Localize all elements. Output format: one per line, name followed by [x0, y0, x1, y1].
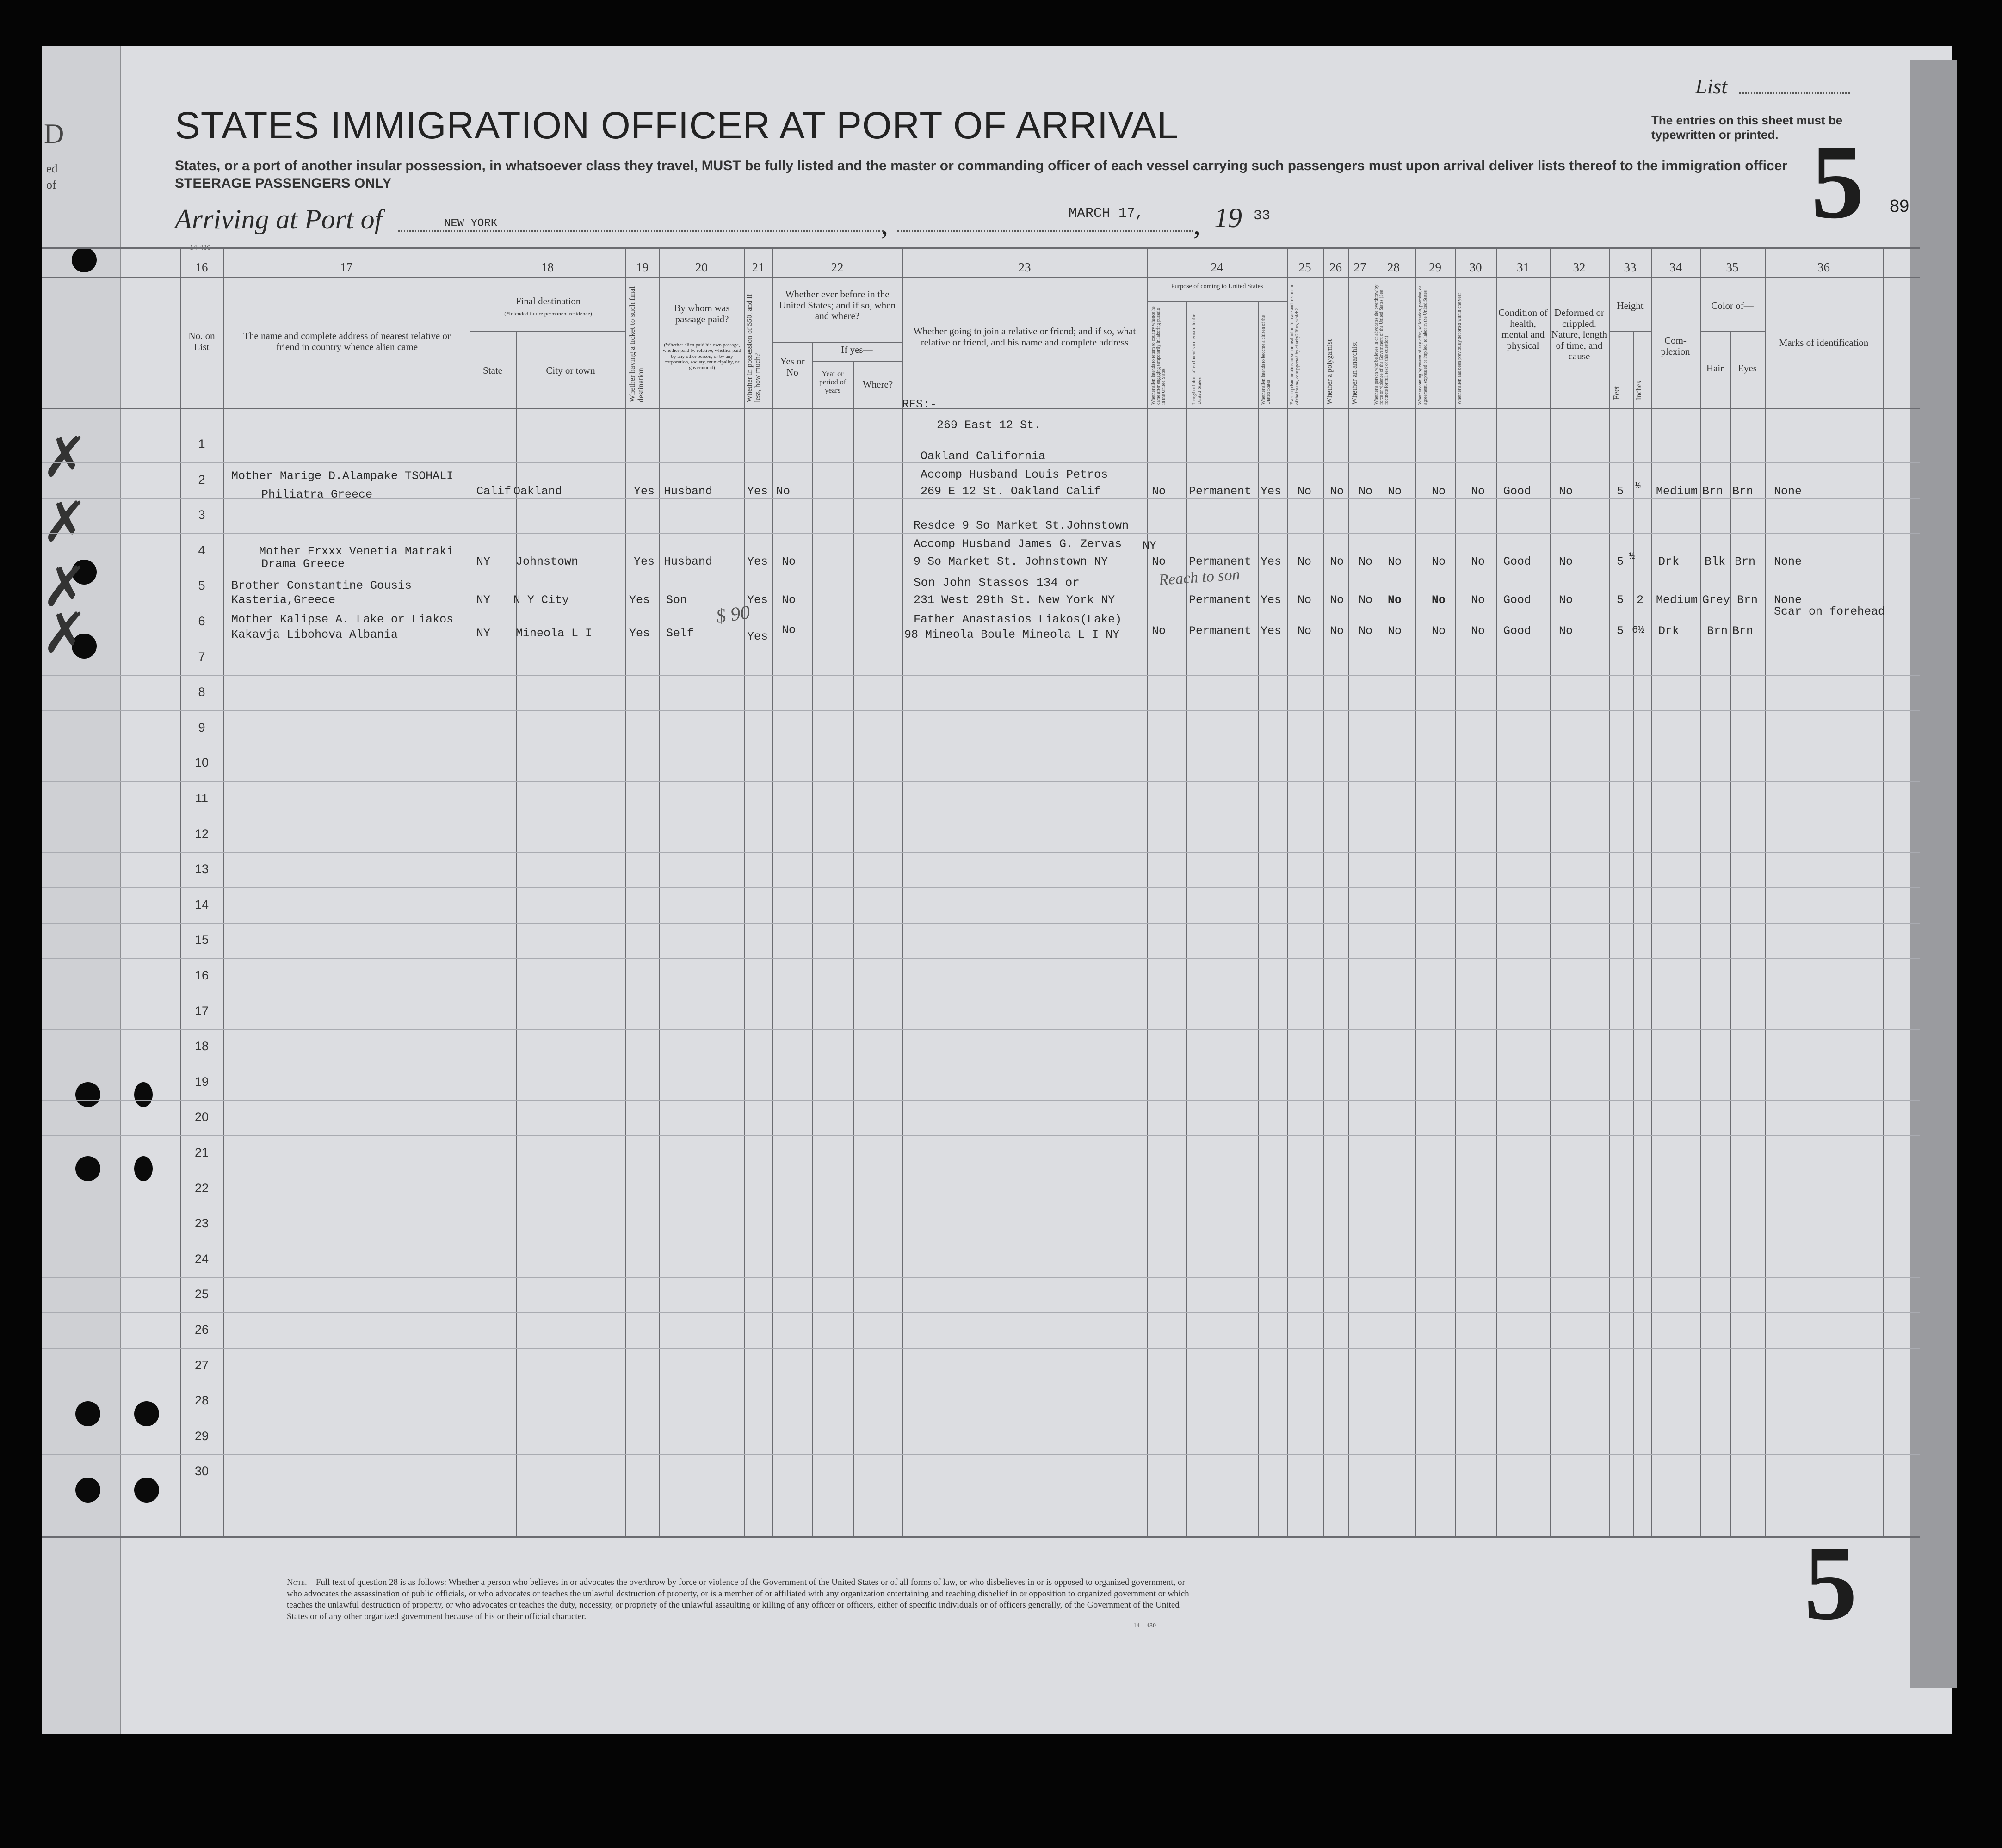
- cell-hair: Grey: [1702, 593, 1730, 607]
- left-fragment-text: of: [46, 178, 56, 191]
- col-sep: [1415, 247, 1416, 1536]
- cell-deported: No: [1471, 555, 1485, 568]
- punch-hole: [134, 1401, 159, 1426]
- cell-hair: Blk: [1705, 555, 1726, 568]
- row-number: 7: [198, 650, 205, 664]
- header-labor-offer: Whether coming by reason of any offer, solicitation, promise, or agreement, expressed or implied, to labor in the United States: [1418, 285, 1428, 405]
- sub-header-rule: [470, 331, 625, 332]
- col-sep: [1883, 247, 1884, 1536]
- cell-residence: Resdce 9 So Market St.Johnstown: [914, 519, 1129, 532]
- cell-anarchist: No: [1359, 593, 1373, 607]
- column-number: 27: [1353, 260, 1366, 274]
- cell-ticket: Yes: [629, 627, 650, 640]
- cell-joining: 231 West 29th St. New York NY: [914, 593, 1115, 607]
- row-rule: [42, 958, 1920, 959]
- header-overthrow: Whether a person who believes in or advocates the overthrow by force or violence of the Government of the United States (See footnote for full text of this question): [1374, 284, 1389, 405]
- cell-ticket: Yes: [629, 593, 650, 607]
- cell-deported: No: [1471, 624, 1485, 638]
- form-number: 14-430: [190, 244, 211, 252]
- header-feet: Feet: [1612, 386, 1621, 400]
- footer-form-number: 14—430: [1133, 1622, 1156, 1629]
- cell-deformed: No: [1559, 555, 1573, 568]
- sub-col-sep: [1730, 331, 1731, 1536]
- row-number: 9: [198, 721, 205, 734]
- sub-col-sep: [1258, 301, 1259, 1536]
- header-yes-no: Yes or No: [780, 356, 805, 378]
- row-number: 23: [194, 1216, 209, 1230]
- cell-overthrow: No: [1388, 555, 1402, 568]
- column-number: 24: [1211, 260, 1223, 274]
- col-sep: [1348, 247, 1349, 1536]
- cell-state: Calif: [476, 485, 512, 498]
- table-top-rule: [42, 247, 1920, 249]
- row-number: 14: [194, 898, 209, 912]
- check-mark-icon: ✗: [42, 555, 88, 619]
- header-height: Height: [1617, 300, 1644, 311]
- row-number: 6: [198, 614, 205, 628]
- cell-money: Yes: [747, 555, 768, 568]
- cell-marks: None: [1774, 485, 1802, 498]
- list-label: List: [1695, 74, 1728, 98]
- left-fragment-letter: D: [44, 118, 64, 149]
- cell-hair: Brn: [1702, 485, 1724, 498]
- row-number: 28: [194, 1393, 209, 1407]
- header-joining: Whether going to join a relative or friend; and if so, what relative or friend, and his name and complete address: [913, 326, 1136, 348]
- cell-citizen: Yes: [1261, 485, 1282, 498]
- sub-header-rule: [812, 361, 902, 362]
- sub-col-sep: [1186, 301, 1187, 1536]
- law-line: States, or a port of another insular possession, in whatsoever class they travel, MUST be fully listed and the master or commanding officer of each vessel carrying such passengers must upon arrival deliver lists thereof to the immigration officer: [175, 158, 1787, 173]
- row-number: 30: [194, 1464, 209, 1478]
- header-polygamist: Whether a polygamist: [1326, 339, 1334, 405]
- cell-relative: Philiatra Greece: [261, 488, 373, 501]
- punch-hole: [134, 1082, 153, 1107]
- cell-money: Yes: [747, 485, 768, 498]
- cell-state: NY: [476, 627, 491, 640]
- col-sep: [1651, 247, 1652, 1536]
- punch-hole: [75, 1156, 100, 1181]
- cell-labor-offer: No: [1432, 624, 1446, 638]
- cell-hair: Brn: [1707, 624, 1728, 638]
- sub-header-rule: [1147, 301, 1287, 302]
- cell-labor-offer: No: [1432, 485, 1446, 498]
- port-line: [398, 230, 884, 232]
- header-anarchist: Whether an anarchist: [1351, 342, 1359, 405]
- cell-overthrow: No: [1388, 485, 1402, 498]
- sub-col-sep: [516, 331, 517, 1536]
- cell-anarchist: No: [1359, 555, 1373, 568]
- cell-paid-by: Husband: [664, 555, 713, 568]
- cell-joining: Son John Stassos 134 or: [914, 576, 1080, 590]
- row-rule: [42, 1454, 1920, 1455]
- col-sep: [625, 247, 626, 1536]
- manifest-sheet: [42, 46, 1952, 1734]
- corner-number: 89: [1890, 197, 1909, 216]
- cell-return: No: [1152, 485, 1166, 498]
- check-mark-icon: ✗: [42, 425, 88, 490]
- cell-relative: Brother Constantine Gousis: [231, 579, 412, 592]
- cell-res-city: Oakland California: [921, 450, 1046, 463]
- col-sep: [772, 247, 773, 1536]
- row-rule: [42, 923, 1920, 924]
- cell-prison: No: [1298, 624, 1312, 638]
- cell-labor-offer: No: [1432, 593, 1446, 607]
- row-rule: [42, 1029, 1920, 1030]
- cell-marks: Scar on forehead: [1774, 605, 1885, 618]
- row-rule: [42, 675, 1920, 676]
- sub-header-rule: [1700, 331, 1765, 332]
- row-rule: [42, 1312, 1920, 1313]
- list-line: [1739, 92, 1850, 94]
- row-number: 18: [194, 1039, 209, 1053]
- header-final-destination-note: (*Intended future permanent residence): [504, 310, 592, 317]
- left-fragment-text: ed: [46, 162, 58, 175]
- cell-before: No: [782, 593, 796, 607]
- sheet-edge: [1910, 60, 1957, 1688]
- row-number: 27: [194, 1358, 209, 1372]
- header-relative: The name and complete address of nearest relative or friend in country whence alien came: [243, 330, 451, 352]
- cell-city: Oakland: [513, 485, 562, 498]
- cell-health: Good: [1503, 485, 1532, 498]
- cell-length: Permanent: [1189, 624, 1252, 638]
- cell-joining: 98 Mineola Boule Mineola L I NY: [904, 628, 1120, 641]
- column-number: 23: [1018, 260, 1031, 274]
- cell-deformed: No: [1559, 593, 1573, 607]
- row-rule: [42, 1135, 1920, 1136]
- column-number: 33: [1624, 260, 1637, 274]
- cell-paid-by: Husband: [664, 485, 713, 498]
- row-number: 21: [194, 1146, 209, 1159]
- row-number: 16: [194, 968, 209, 982]
- cell-complexion: Drk: [1658, 624, 1680, 638]
- row-number: 3: [198, 508, 205, 522]
- cell-deported: No: [1471, 485, 1485, 498]
- column-number-rule: [42, 277, 1920, 278]
- column-number: 28: [1387, 260, 1400, 274]
- cell-relative: Kasteria,Greece: [231, 593, 336, 607]
- sub-col-sep: [812, 342, 813, 1536]
- column-number: 35: [1726, 260, 1739, 274]
- header-if-yes: If yes—: [841, 344, 873, 355]
- cell-joining: Father Anastasios Liakos(Lake): [914, 613, 1122, 626]
- column-number: 26: [1329, 260, 1342, 274]
- row-number: 17: [194, 1004, 209, 1018]
- cell-city: N Y City: [513, 593, 569, 607]
- handwritten-note: Reach to son: [1158, 566, 1241, 589]
- arriving-label: Arriving at Port of: [175, 204, 383, 234]
- col-sep: [180, 247, 181, 1536]
- header-money: Whether in possession of $50, and if less, how much?: [746, 294, 762, 402]
- row-number: 11: [195, 791, 209, 805]
- cell-eyes: Brn: [1737, 593, 1758, 607]
- cell-eyes: Brn: [1732, 485, 1754, 498]
- header-city: City or town: [546, 365, 595, 376]
- row-number: 13: [194, 862, 209, 876]
- punch-hole: [134, 1478, 159, 1503]
- cell-citizen: Yes: [1261, 555, 1282, 568]
- cell-before: No: [776, 485, 791, 498]
- cell-complexion: Medium: [1656, 485, 1698, 498]
- cell-feet: 5: [1617, 555, 1624, 568]
- header-return: Whether alien intends to return to country whence he came after engaging temporarily in laboring pursuits in the United States: [1151, 306, 1166, 405]
- header-health: Condition of health, mental and physical: [1498, 307, 1548, 351]
- header-deformed: Deformed or crippled. Nature, length of time, and cause: [1551, 307, 1607, 362]
- column-number: 29: [1429, 260, 1441, 274]
- col-sep: [1496, 247, 1497, 1536]
- column-number: 32: [1573, 260, 1586, 274]
- column-number: 22: [831, 260, 844, 274]
- col-sep: [1765, 247, 1766, 1536]
- col-sep: [1550, 247, 1551, 1536]
- cell-ticket: Yes: [634, 555, 655, 568]
- row-rule: [42, 1100, 1920, 1101]
- column-number: 16: [195, 260, 208, 274]
- cell-inches: ½: [1629, 551, 1635, 562]
- row-rule: [42, 852, 1920, 853]
- header-hair: Hair: [1706, 363, 1724, 374]
- cell-feet: 5: [1617, 624, 1624, 638]
- cell-paid-by: Son: [666, 593, 687, 607]
- cell-health: Good: [1503, 555, 1532, 568]
- cell-marks: None: [1774, 555, 1802, 568]
- row-number: 29: [194, 1429, 209, 1443]
- row-number: 19: [194, 1075, 209, 1089]
- sub-header-rule: [1609, 331, 1651, 332]
- row-number: 26: [194, 1323, 209, 1337]
- column-number: 36: [1817, 260, 1830, 274]
- cell-paid-by: Self: [666, 627, 694, 640]
- punch-hole: [75, 1401, 100, 1426]
- column-number: 25: [1298, 260, 1311, 274]
- cell-polygamist: No: [1330, 555, 1344, 568]
- col-sep: [1455, 247, 1456, 1536]
- cell-overthrow: No: [1388, 624, 1402, 638]
- cell-state: NY: [476, 555, 491, 568]
- punch-hole: [72, 247, 97, 272]
- cell-polygamist: No: [1330, 485, 1344, 498]
- header-no-on-list: No. on List: [188, 330, 215, 352]
- row-number: 4: [198, 543, 205, 557]
- header-purpose: Purpose of coming to United States: [1171, 283, 1263, 290]
- cell-res-address: 269 East 12 St.: [937, 419, 1041, 432]
- cell-eyes: Brn: [1735, 555, 1756, 568]
- date-value: MARCH 17,: [1069, 206, 1144, 222]
- cell-complexion: Drk: [1658, 555, 1680, 568]
- column-number: 17: [340, 260, 352, 274]
- cell-relative: Mother Erxxx Venetia Matraki: [259, 545, 454, 558]
- punch-hole: [134, 1156, 153, 1181]
- header-before-us: Whether ever before in the United States; and if so, when and where?: [779, 289, 896, 322]
- year-prefix: 19: [1214, 203, 1242, 233]
- cell-polygamist: No: [1330, 593, 1344, 607]
- cell-eyes: Brn: [1732, 624, 1754, 638]
- footnote-question-28: [287, 1577, 1193, 1623]
- header-deported: Whether alien had been previously deported within one year: [1457, 293, 1462, 405]
- row-number: 22: [194, 1181, 209, 1195]
- col-sep: [223, 247, 224, 1536]
- cell-relative: Drama Greece: [261, 557, 345, 571]
- header-citizen: Whether alien intends to become a citizen of the United States: [1261, 315, 1271, 405]
- row-number: 20: [194, 1110, 209, 1124]
- col-sep: [1287, 247, 1288, 1536]
- cell-overthrow: No: [1388, 593, 1402, 607]
- cell-joining: 269 E 12 St. Oakland Calif: [921, 485, 1101, 498]
- header-prison: Ever in prison or almshouse, or institution for care and treatment of the insane, or supported by charity? If so, which?: [1290, 284, 1300, 405]
- cell-complexion: Medium: [1656, 593, 1698, 607]
- header-ticket: Whether having a ticket to such final destination: [628, 286, 645, 402]
- year-suffix: 33: [1254, 208, 1271, 224]
- col-sep: [1147, 247, 1148, 1536]
- row-number: 10: [194, 756, 209, 770]
- cell-citizen: Yes: [1261, 624, 1282, 638]
- port-value: NEW YORK: [444, 217, 498, 230]
- row-rule: [42, 1348, 1920, 1349]
- cell-health: Good: [1503, 624, 1532, 638]
- header-passage-paid: By whom was passage paid?: [674, 302, 730, 325]
- cell-citizen: Yes: [1261, 593, 1282, 607]
- cell-inches: 2: [1637, 593, 1644, 607]
- cell-length: Permanent: [1189, 485, 1252, 498]
- cell-money: Yes: [747, 593, 768, 607]
- date-line: [897, 230, 1193, 232]
- column-number: 18: [541, 260, 554, 274]
- header-bottom-rule: [42, 408, 1920, 409]
- cell-inches: ½: [1635, 481, 1641, 492]
- row-number: 5: [198, 579, 205, 592]
- row-number: 25: [194, 1287, 209, 1301]
- cell-relative: Kakavja Libohova Albania: [231, 628, 398, 641]
- col-sep: [744, 247, 745, 1536]
- cell-before: No: [782, 623, 796, 637]
- row-rule: [42, 533, 1920, 534]
- note-text: —Full text of question 28 is as follows: Whether a person who believes in or advocates the overthrow by force or violence of the Government of the United States or of all forms of law, or who disbelieves in or is opposed to organized government, or who advocates the assassination of public officials, or who advocates or teaches the unlawful destruction of property, or is a member of or affiliated with any organization entertaining and teaching disbelief in or opposition to organized government or which teaches the unlawful destruction of property, or who advocates or teaches the duty, necessity, or propriety of the unlawful assaulting or killing of any officer or officers, either of specific individuals or of officers generally, of the Government of the United States or of any other organized government because of his or their official character.: [287, 1577, 1189, 1622]
- cell-res-label: RES:-: [902, 398, 937, 411]
- row-rule: [42, 1277, 1920, 1278]
- cell-polygamist: No: [1330, 624, 1344, 638]
- row-number: 12: [194, 827, 209, 841]
- row-number: 24: [194, 1252, 209, 1266]
- header-state: State: [483, 365, 502, 376]
- cell-inches: 6½: [1632, 624, 1644, 636]
- col-sep: [902, 247, 903, 1536]
- header-inches: Inches: [1635, 381, 1643, 400]
- cell-feet: 5: [1617, 593, 1624, 607]
- column-number: 30: [1469, 260, 1482, 274]
- row-rule: [42, 887, 1920, 888]
- cell-prison: No: [1298, 555, 1312, 568]
- cell-joining: Accomp Husband Louis Petros: [921, 468, 1108, 481]
- row-number: 1: [198, 437, 205, 451]
- cell-prison: No: [1298, 593, 1312, 607]
- column-number: 20: [695, 260, 708, 274]
- cell-before: No: [782, 555, 796, 568]
- cell-return: No: [1152, 555, 1166, 568]
- sub-header-rule: [772, 342, 902, 343]
- cell-length: Permanent: [1189, 593, 1252, 607]
- class-line: STEERAGE PASSENGERS ONLY: [175, 176, 392, 191]
- header-length: Length of time alien intends to remain in the United States: [1191, 314, 1203, 405]
- row-number: 2: [198, 473, 205, 487]
- sub-col-sep: [853, 361, 854, 1536]
- header-where: Where?: [862, 379, 893, 390]
- cell-relative: Mother Marige D.Alampake TSOHALI: [231, 469, 454, 483]
- column-number: 21: [752, 260, 765, 274]
- footer-sheet-number: 5: [1804, 1524, 1857, 1642]
- col-sep: [659, 247, 660, 1536]
- punch-hole: [75, 1478, 100, 1503]
- cell-anarchist: No: [1359, 485, 1373, 498]
- note-label: Note.: [287, 1577, 307, 1587]
- cell-city: Johnstown: [516, 555, 579, 568]
- comma: ,: [1193, 209, 1200, 240]
- row-number: 8: [198, 685, 205, 699]
- header-final-destination: Final destination: [515, 296, 581, 307]
- header-passage-paid-note: (Whether alien paid his own passage, whether paid by relative, whether paid by any other person, or by any corporation, society, municipality, or government): [662, 342, 741, 371]
- col-sep: [1323, 247, 1324, 1536]
- cell-money: Yes: [747, 630, 768, 643]
- cell-joining: 9 So Market St. Johnstown NY: [914, 555, 1108, 568]
- cell-relative: Mother Kalipse A. Lake or Liakos: [231, 613, 454, 626]
- cell-marks: None: [1774, 593, 1802, 607]
- cell-deformed: No: [1559, 624, 1573, 638]
- cell-deformed: No: [1559, 485, 1573, 498]
- cell-length: Permanent: [1189, 555, 1252, 568]
- col-sep: [1700, 247, 1701, 1536]
- header-marks: Marks of identification: [1779, 337, 1869, 348]
- comma: ,: [881, 209, 888, 240]
- check-mark-icon: ✗: [42, 490, 88, 554]
- header-color: Color of—: [1711, 300, 1754, 311]
- check-mark-icon: ✗: [42, 601, 88, 665]
- column-number: 34: [1669, 260, 1682, 274]
- table-bottom-rule: [42, 1536, 1920, 1538]
- header-eyes: Eyes: [1738, 363, 1757, 374]
- cell-prison: No: [1298, 485, 1312, 498]
- row-number: 15: [194, 933, 209, 947]
- cell-state: NY: [476, 593, 491, 607]
- cell-return: No: [1152, 624, 1166, 638]
- sub-col-sep: [1633, 331, 1634, 1536]
- instruction-text: The entries on this sheet must be typewritten or printed.: [1651, 113, 1843, 142]
- punch-hole: [75, 1082, 100, 1107]
- cell-ticket: Yes: [634, 485, 655, 498]
- cell-health: Good: [1503, 593, 1532, 607]
- column-number: 31: [1517, 260, 1529, 274]
- cell-joining: Accomp Husband James G. Zervas: [914, 537, 1122, 551]
- page-title: STATES IMMIGRATION OFFICER AT PORT OF ARRIVAL: [175, 105, 1179, 147]
- cell-deported: No: [1471, 593, 1485, 607]
- column-number: 19: [636, 260, 649, 274]
- handwritten-amount: $ 90: [715, 602, 752, 628]
- header-years: Year or period of years: [819, 370, 847, 394]
- cell-city: Mineola L I: [516, 627, 593, 640]
- cell-residence: NY: [1143, 539, 1157, 553]
- col-sep: [1609, 247, 1610, 1536]
- cell-anarchist: No: [1359, 624, 1373, 638]
- cell-feet: 5: [1617, 485, 1624, 498]
- sheet-number: 5: [1811, 123, 1864, 240]
- row-rule: [42, 781, 1920, 782]
- row-rule: [42, 710, 1920, 711]
- header-complexion: Com- plexion: [1661, 335, 1690, 357]
- cell-labor-offer: No: [1432, 555, 1446, 568]
